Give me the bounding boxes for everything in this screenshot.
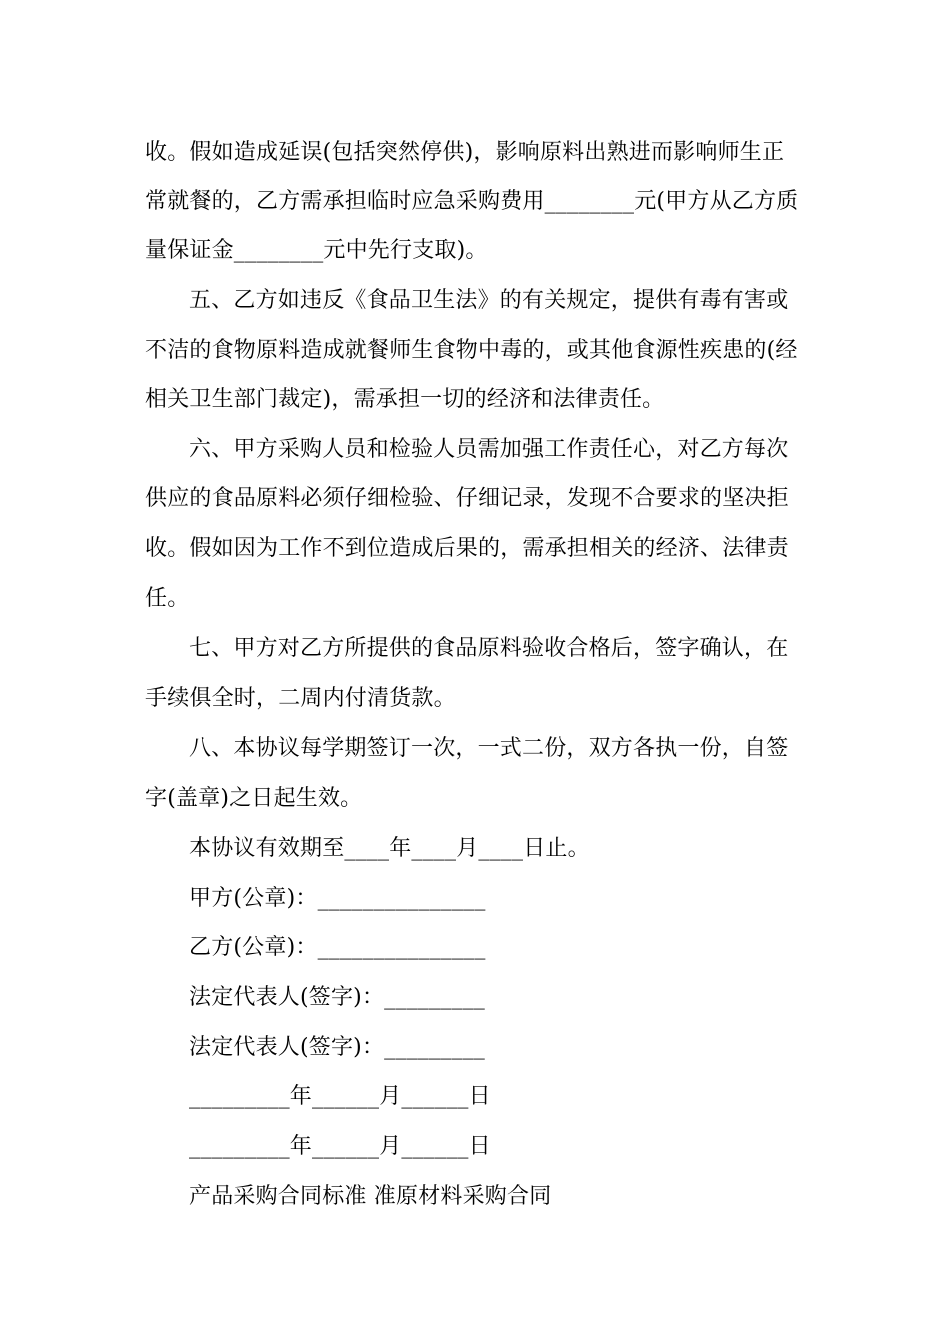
party-a-seal-line: 甲方(公章)：_______________ [189, 886, 486, 911]
legal-representative-a-line: 法定代表人(签字)：_________ [189, 985, 485, 1010]
paragraph-line: 任。 [145, 586, 190, 611]
validity-period-line: 本协议有效期至____年____月____日止。 [189, 836, 590, 861]
clause-7-line: 七、甲方对乙方所提供的食品原料验收合格后，签字确认，在 [189, 636, 789, 661]
paragraph-line: 字(盖章)之日起生效。 [145, 786, 363, 811]
party-b-seal-line: 乙方(公章)：_______________ [189, 935, 486, 960]
clause-8-line: 八、本协议每学期签订一次，一式二份，双方各执一份，自签 [189, 736, 789, 761]
clause-6-line: 六、甲方采购人员和检验人员需加强工作责任心，对乙方每次 [189, 437, 789, 462]
paragraph-line: 相关卫生部门裁定)，需承担一切的经济和法律责任。 [145, 387, 665, 412]
paragraph-line: 量保证金________元中先行支取)。 [145, 238, 488, 263]
legal-representative-b-line: 法定代表人(签字)：_________ [189, 1035, 485, 1060]
clause-5-line: 五、乙方如违反《食品卫生法》的有关规定，提供有毒有害或 [189, 288, 789, 313]
paragraph-line: 不洁的食物原料造成就餐师生食物中毒的，或其他食源性疾患的(经 [145, 338, 798, 363]
paragraph-line: 收。假如因为工作不到位造成后果的，需承担相关的经济、法律责 [145, 536, 789, 561]
paragraph-line: 常就餐的，乙方需承担临时应急采购费用________元(甲方从乙方质 [145, 189, 799, 214]
footer-title-line: 产品采购合同标准 准原材料采购合同 [189, 1184, 552, 1209]
paragraph-line: 收。假如造成延误(包括突然停供)，影响原料出熟进而影响师生正 [145, 140, 785, 165]
date-line-b: _________年______月______日 [189, 1134, 491, 1159]
date-line-a: _________年______月______日 [189, 1084, 491, 1109]
paragraph-line: 供应的食品原料必须仔细检验、仔细记录，发现不合要求的坚决拒 [145, 486, 789, 511]
paragraph-line: 手续俱全时，二周内付清货款。 [145, 686, 456, 711]
